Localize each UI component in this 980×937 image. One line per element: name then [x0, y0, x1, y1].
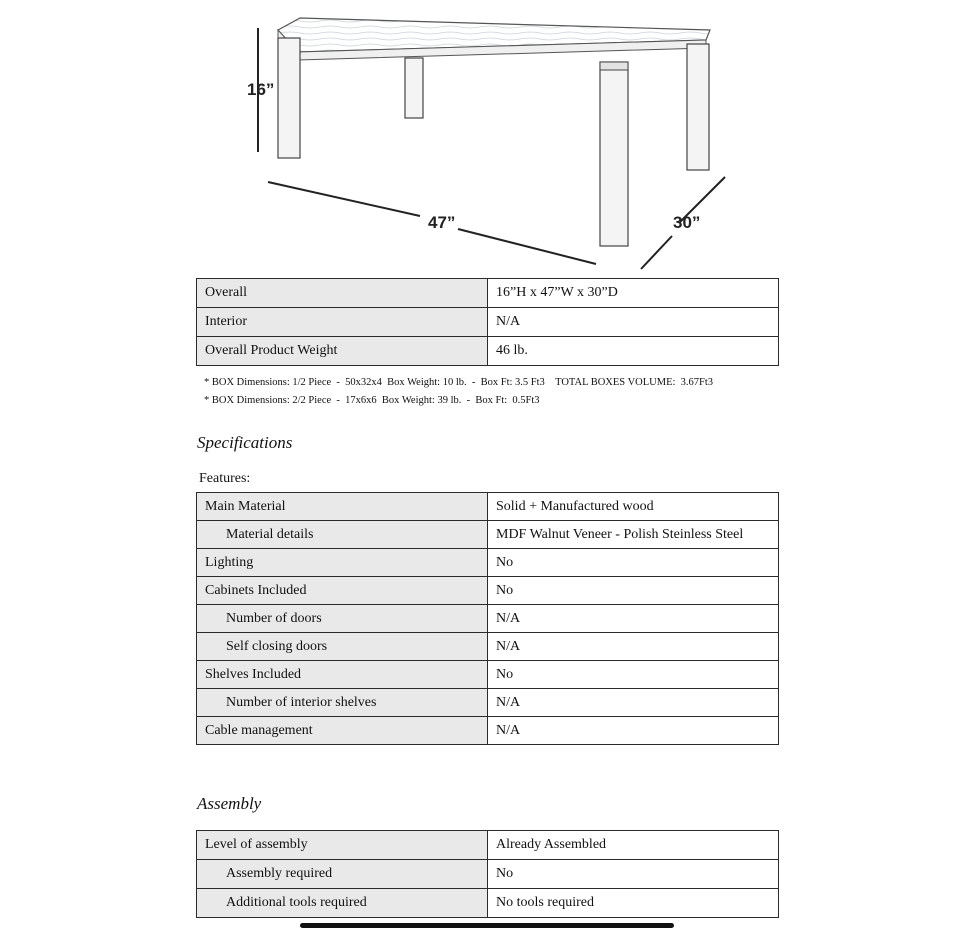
row-label: Main Material [197, 493, 488, 521]
row-label: Number of interior shelves [197, 689, 488, 717]
table-row [197, 860, 779, 889]
row-label: Cabinets Included [197, 577, 488, 605]
row-value: N/A [488, 717, 779, 745]
table-row [197, 889, 779, 918]
assembly-table [196, 830, 779, 918]
table-row [197, 633, 779, 661]
table-row [197, 577, 779, 605]
table-row [197, 279, 779, 308]
row-value: No [488, 661, 779, 689]
home-indicator[interactable] [300, 923, 674, 928]
table-row [197, 337, 779, 366]
table-row [197, 605, 779, 633]
row-value: Already Assembled [488, 831, 779, 860]
table-row [197, 493, 779, 521]
row-label: Material details [197, 521, 488, 549]
row-value: Solid + Manufactured wood [488, 493, 779, 521]
width-dimension-label: 47” [428, 213, 456, 232]
row-value: No [488, 577, 779, 605]
table-row [197, 308, 779, 337]
table-row [197, 521, 779, 549]
table-row [197, 549, 779, 577]
row-label: Additional tools required [197, 889, 488, 918]
row-label: Level of assembly [197, 831, 488, 860]
box-note-1: * BOX Dimensions: 1/2 Piece - 50x32x4 Box Weight: 10 lb. - Box Ft: 3.5 Ft3 TOTAL BOXES VOLUME: 3.67Ft3 [204, 377, 714, 388]
row-value: N/A [488, 605, 779, 633]
row-label: Overall [197, 279, 488, 308]
row-value: 46 lb. [488, 337, 779, 366]
row-value: N/A [488, 633, 779, 661]
row-value: N/A [488, 308, 779, 337]
depth-dimension-label: 30” [673, 213, 701, 232]
row-value: No [488, 549, 779, 577]
specifications-table [196, 492, 779, 745]
table-row [197, 831, 779, 860]
row-label: Interior [197, 308, 488, 337]
table-row [197, 689, 779, 717]
table-row [197, 717, 779, 745]
table-row [197, 661, 779, 689]
row-value: No [488, 860, 779, 889]
box-note-2: * BOX Dimensions: 2/2 Piece - 17x6x6 Box Weight: 39 lb. - Box Ft: 0.5Ft3 [204, 395, 540, 406]
row-value: MDF Walnut Veneer - Polish Steinless Steel [488, 521, 779, 549]
row-label: Overall Product Weight [197, 337, 488, 366]
assembly-heading: Assembly [197, 794, 262, 813]
table-drawing [0, 0, 980, 280]
row-label: Number of doors [197, 605, 488, 633]
row-value: N/A [488, 689, 779, 717]
specifications-heading: Specifications [197, 433, 293, 452]
features-label: Features: [199, 471, 251, 486]
row-label: Cable management [197, 717, 488, 745]
height-dimension-label: 16” [247, 80, 275, 99]
row-label: Self closing doors [197, 633, 488, 661]
row-label: Shelves Included [197, 661, 488, 689]
row-label: Lighting [197, 549, 488, 577]
row-label: Assembly required [197, 860, 488, 889]
row-value: 16”H x 47”W x 30”D [488, 279, 779, 308]
overall-dimensions-table [196, 278, 779, 366]
row-value: No tools required [488, 889, 779, 918]
